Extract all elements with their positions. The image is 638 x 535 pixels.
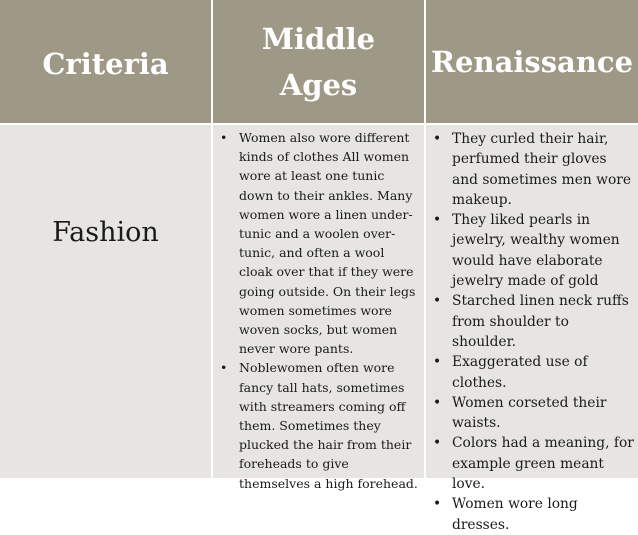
list-item bbox=[426, 494, 636, 535]
bullet-icon: • bbox=[433, 293, 442, 310]
list-item-text: Exaggerated use of clothes. bbox=[452, 354, 588, 391]
header-middle-ages-line1: Middle bbox=[261, 21, 376, 56]
list-item bbox=[213, 358, 418, 492]
middle-ages-list bbox=[213, 128, 418, 493]
list-item-text: Noblewomen often wore fancy tall hats, sometimes with streamers coming off them. Sometimes they plucked the hair from their foreheads to give themselves a high forehead. bbox=[239, 360, 418, 491]
list-item-text: Starched linen neck ruffs from shoulder to shoulder. bbox=[452, 293, 629, 350]
list-item-text: Women also wore different kinds of clothes All women wore at least one tunic down to their ankles. Many women wore a linen under-tunic and a woolen over-tunic, and often a wool cloak over that if they were going outside. On their legs women sometimes wore woven socks, but women never wore pants. bbox=[239, 130, 416, 357]
bullet-icon: • bbox=[433, 394, 442, 411]
bullet-icon: • bbox=[220, 130, 228, 145]
header-renaissance bbox=[426, 0, 638, 123]
list-item bbox=[426, 393, 636, 434]
list-item-text: Women wore long dresses. bbox=[452, 496, 578, 533]
list-item bbox=[426, 210, 636, 291]
renaissance-list bbox=[426, 129, 636, 535]
list-item-text: Colors had a meaning, for example green meant love. bbox=[452, 435, 634, 493]
renaissance-cell bbox=[426, 125, 638, 533]
list-item bbox=[213, 128, 418, 358]
header-criteria bbox=[0, 0, 211, 123]
header-renaissance-label: Renaissance bbox=[430, 44, 634, 79]
list-item bbox=[426, 352, 636, 393]
list-item bbox=[426, 129, 636, 210]
list-item-text: They curled their hair, perfumed their gloves and sometimes men wore makeup. bbox=[452, 131, 632, 208]
header-criteria-label: Criteria bbox=[42, 46, 169, 81]
list-item-text: They liked pearls in jewelry, wealthy women would have elaborate jewelry made of gold bbox=[452, 212, 620, 290]
bullet-icon: • bbox=[433, 435, 442, 452]
header-middle-ages-line2: Ages bbox=[279, 67, 358, 102]
bullet-icon: • bbox=[220, 360, 228, 376]
criteria-cell bbox=[0, 125, 211, 478]
middle-ages-cell bbox=[213, 125, 424, 491]
criteria-fashion: Fashion bbox=[52, 217, 159, 248]
bullet-icon: • bbox=[433, 212, 442, 229]
header-middle-ages bbox=[213, 0, 424, 123]
bullet-icon: • bbox=[433, 131, 442, 147]
list-item-text: Women corseted their waists. bbox=[452, 394, 607, 432]
list-item bbox=[426, 291, 636, 352]
bullet-icon: • bbox=[433, 354, 442, 371]
bullet-icon: • bbox=[433, 496, 442, 513]
list-item bbox=[426, 433, 636, 494]
